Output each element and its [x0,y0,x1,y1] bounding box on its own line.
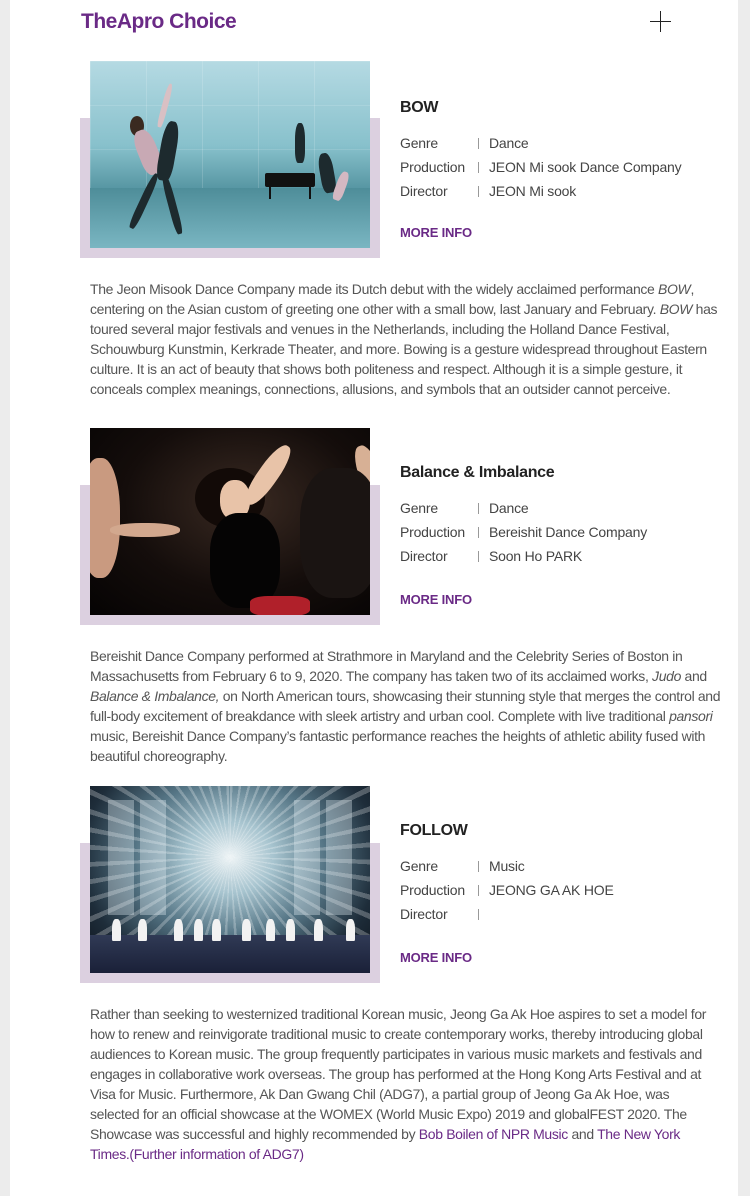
genre-value: Dance [489,500,529,516]
genre-row [400,858,525,874]
director-label: Director [400,183,448,199]
production-label: Production [400,159,465,175]
work-title: FOLLOW [400,822,468,839]
genre-value: Music [489,858,525,874]
director-label: Director [400,548,448,564]
separator [478,162,479,173]
new-york-times-link[interactable]: The New York Times.(Further information of ADG7) [90,1126,681,1162]
genre-label: Genre [400,500,438,516]
director-row [400,548,582,564]
work-title: BOW [400,99,439,116]
production-row [400,882,614,898]
separator [478,551,479,562]
work-description: The Jeon Misook Dance Company made its Dutch debut with the widely acclaimed performance BOW, centering on the Asian custom of greeting one other with a small bow, last January and February. BOW has toured several major festivals and venues in the Netherlands, including the Holland Dance Festival, Schouwburg Kunstmin, Kerkrade Theater, and more. Bowing is a gesture widespread throughout Eastern culture. It is an act of beauty that shows both politeness and respect. Although it is a simple gesture, it conceals complex meanings, connections, allusions, and symbols that an outsider cannot perceive. [90,281,718,397]
more-info-link[interactable]: MORE INFO [400,225,472,240]
separator [478,138,479,149]
follow-photo [90,786,370,973]
director-row [400,906,489,922]
section-title: TheApro Choice [81,10,237,33]
production-value: JEONG GA AK HOE [489,882,614,898]
genre-row [400,500,528,516]
work-description: Rather than seeking to westernized traditional Korean music, Jeong Ga Ak Hoe aspires to set a model for how to renew and reinvigorate traditional music to create contemporary works, thereby introducing global audiences to Korean music. The group frequently participates in various music markets and festivals and engages in collaborative work overseas. The group has performed at the Hong Kong Arts Festival and at Visa for Music. Furthermore, Ak Dan Gwang Chil (ADG7), a partial group of Jeong Ga Ak Hoe, was selected for an official showcase at the WOMEX (World Music Expo) 2019 and globalFEST 2020. The Showcase was successful and highly recommended by Bob Boilen of NPR Music and The New York Times.(Further information of ADG7) [90,1006,707,1162]
work-title: Balance & Imbalance [400,464,555,481]
bow-photo [90,61,370,248]
more-info-link[interactable]: MORE INFO [400,592,472,607]
director-row [400,183,576,199]
director-value: JEON Mi sook [489,183,577,199]
production-value: Bereishit Dance Company [489,524,648,540]
more-info-link[interactable]: MORE INFO [400,950,472,965]
production-row [400,159,681,175]
director-value: Soon Ho PARK [489,548,583,564]
genre-value: Dance [489,135,529,151]
balance-imbalance-photo [90,428,370,615]
genre-label: Genre [400,858,438,874]
separator [478,186,479,197]
genre-row [400,135,528,151]
separator [478,909,479,920]
production-row [400,524,647,540]
production-label: Production [400,882,465,898]
plus-icon[interactable] [650,11,671,32]
production-label: Production [400,524,465,540]
separator [478,527,479,538]
work-description: Bereishit Dance Company performed at Strathmore in Maryland and the Celebrity Series of Boston in Massachusetts from February 6 to 9, 2020. The company has taken two of its acclaimed works, Judo and Balance & Imbalance, on North American tours, showcasing their stunning style that merges the control and full-body excitement of breakdance with sleek artistry and urban cool. Complete with live traditional pansori music, Bereishit Dance Company’s fantastic performance reaches the heights of athletic ability fused with beautiful choreography. [90,648,721,764]
genre-label: Genre [400,135,438,151]
npr-music-link[interactable]: Bob Boilen of NPR Music [418,1126,568,1142]
separator [478,503,479,514]
director-label: Director [400,906,448,922]
separator [478,861,479,872]
production-value: JEON Mi sook Dance Company [489,159,682,175]
separator [478,885,479,896]
